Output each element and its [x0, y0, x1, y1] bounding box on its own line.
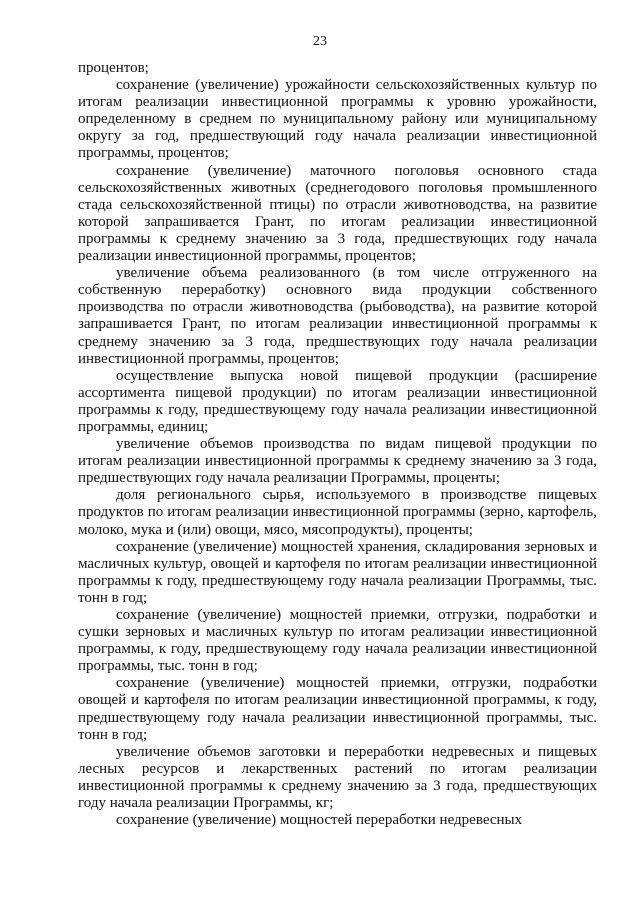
paragraph-crop-yield: сохранение (увеличение) урожайности сельскохозяйственных культур по итогам реализации инвестиционной программы к уровню урожайности, определенному в среднем по муниципальному району или муниципальному округу за год, предшествующий году начала реализации инвестиционной программы, процентов; [78, 77, 597, 162]
paragraph-grain-processing: сохранение (увеличение) мощностей приемки, отгрузки, подработки и сушки зерновых и масличных культур по итогам реализации инвестиционной программы, к году, предшествующему году начала реализации инвестиционной программы, тыс. тонн в год; [78, 607, 597, 675]
paragraph-new-food-products: осуществление выпуска новой пищевой продукции (расширение ассортимента пищевой продукции) по итогам реализации инвестиционной программы к году, предшествующему году начала реализации инвестиционной программы, единиц; [78, 367, 597, 435]
paragraph-regional-raw-materials: доля регионального сырья, используемого в производстве пищевых продуктов по итогам реализации инвестиционной программы (зерно, картофель, молоко, мука и (или) овощи, мясо, мясопродукты), проценты; [78, 487, 597, 538]
paragraph-food-production: увеличение объемов производства по видам пищевой продукции по итогам реализации инвестиционной программы к среднему значению за 3 года, предшествующих году начала реализации Программы, проценты; [78, 436, 597, 487]
paragraph-sales-volume: увеличение объема реализованного (в том числе отгруженного на собственную переработку) основного вида продукции собственного производства по отрасли животноводства (рыбоводства), на развитие которой запрашивается Грант, по итогам реализации инвестиционной программы к среднему значению за 3 года, предшествующих году начала реализации инвестиционной программы, процентов; [78, 265, 597, 367]
page-number: 23 [313, 34, 327, 49]
paragraph-forest-resources: увеличение объемов заготовки и переработки недревесных и пищевых лесных ресурсов и лекарственных растений по итогам реализации инвестиционной программы к среднему значению за 3 года, предшествующих году начала реализации Программы, кг; [78, 743, 597, 812]
paragraph-livestock: сохранение (увеличение) маточного поголовья основного стада сельскохозяйственных животных (среднегодового поголовья промышленного стада сельскохозяйственной птицы) по отрасли животноводства, на развитие которой запрашивается Грант, по итогам реализации инвестиционной программы к среднему значению за 3 года, предшествующих году начала реализации инвестиционной программы, процентов; [78, 162, 597, 265]
paragraph-non-timber-processing: сохранение (увеличение) мощностей переработки недревесных [116, 812, 523, 829]
paragraph-storage-capacity: сохранение (увеличение) мощностей хранения, складирования зерновых и масличных культур, овощей и картофеля по итогам реализации инвестиционной программы к году, предшествующему году начала реализации Программы, тыс. тонн в год; [78, 538, 597, 606]
document-body [78, 60, 597, 829]
paragraph-vegetable-processing: сохранение (увеличение) мощностей приемки, отгрузки, подработки овощей и картофеля по итогам реализации инвестиционной программы, к году, предшествующему году начала реализации инвестиционной программы, тыс. тонн в год; [78, 675, 597, 743]
paragraph-continuation: процентов; [78, 60, 149, 76]
